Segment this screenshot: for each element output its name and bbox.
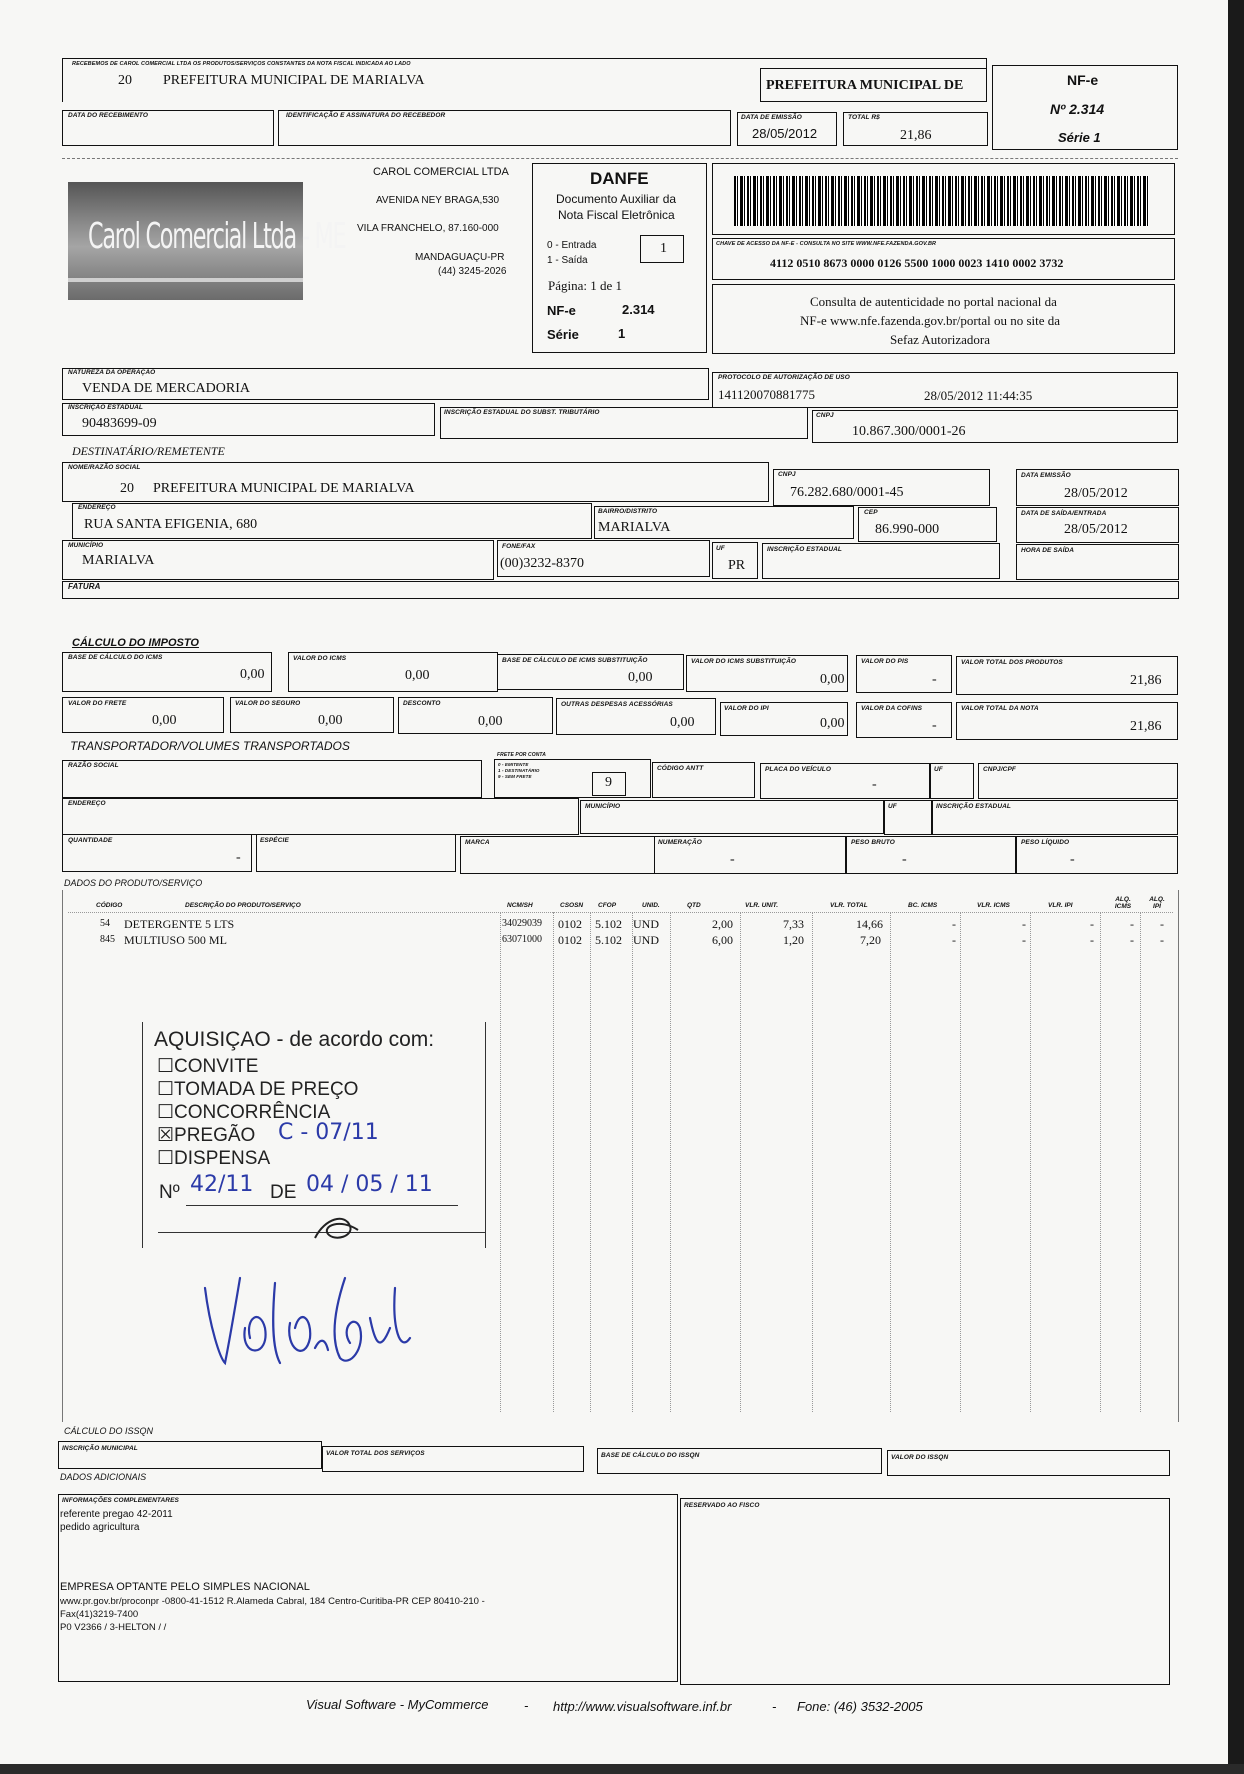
recipient-address: RUA SANTA EFIGENIA, 680 <box>84 517 258 532</box>
receipt-date-label: DATA DO RECEBIMENTO <box>68 112 149 119</box>
stamp-number-handwritten: 42/11 <box>190 1172 254 1197</box>
volume-qty-label: QUANTIDADE <box>68 837 113 844</box>
invoice-label: FATURA <box>68 582 101 591</box>
base-icms-label: BASE DE CÁLCULO DO ICMS <box>68 654 163 661</box>
row-ipi-value: - <box>1090 917 1094 931</box>
danfe-entry-option: 0 - Entrada <box>547 240 597 251</box>
products-total-label: VALOR TOTAL DOS PRODUTOS <box>961 659 1063 666</box>
recipient-name-label: NOME/RAZÃO SOCIAL <box>68 464 141 471</box>
ie-value: 90483699-09 <box>82 416 157 431</box>
col-header-description: DESCRIÇÃO DO PRODUTO/SERVIÇO <box>185 902 301 909</box>
carrier-uf-label: UF <box>934 766 943 773</box>
products-total-value: 21,86 <box>1130 673 1162 688</box>
recipient-district-label: BAIRRO/DISTRITO <box>598 508 658 515</box>
consult-line-1: Consulta de autenticidade no portal nacional da <box>810 294 1057 309</box>
danfe-nfe-number: 2.314 <box>622 302 655 317</box>
recipient-address-label: ENDEREÇO <box>78 504 116 511</box>
recipient-city-label: MUNICÍPIO <box>68 542 104 549</box>
volume-gross-value: - <box>902 852 907 867</box>
carrier-name-box <box>62 760 482 798</box>
reserved-label: RESERVADO AO FISCO <box>684 1502 760 1509</box>
stamp-option-tomada: ☐TOMADA DE PREÇO <box>157 1079 359 1100</box>
row-description: DETERGENTE 5 LTS <box>124 917 235 931</box>
recipient-phone-label: FONE/FAX <box>502 543 536 550</box>
carrier-address-label: ENDEREÇO <box>68 800 106 807</box>
recipient-emission-date: 28/05/2012 <box>1064 486 1128 501</box>
insurance-value: 0,00 <box>318 713 343 728</box>
discount-label: DESCONTO <box>403 700 441 707</box>
danfe-exit-option: 1 - Saída <box>547 255 588 266</box>
stamp-option-convite: ☐CONVITE <box>157 1056 259 1077</box>
volume-brand-label: MARCA <box>465 839 490 846</box>
row-csosn: 0102 <box>558 917 582 931</box>
danfe-subtitle-1: Documento Auxiliar da <box>556 192 677 206</box>
receipt-nfe-series: Série 1 <box>1058 130 1101 145</box>
stamp-date-prefix: DE <box>270 1182 297 1203</box>
col-header-unit-price: VLR. UNIT. <box>745 902 779 909</box>
additional-line-5: Fax(41)3219-7400 <box>60 1609 139 1620</box>
issuer-name: CAROL COMERCIAL LTDA <box>373 166 509 178</box>
row-ncm: 34029039 <box>502 918 542 929</box>
issqn-base-label: BASE DE CÁLCULO DO ISSQN <box>601 1452 700 1459</box>
col-header-csosn: CSOSN <box>560 902 584 909</box>
receipt-nfe-number: Nº 2.314 <box>1050 101 1105 117</box>
row-ipi-value: - <box>1090 933 1094 947</box>
issqn-section: CÁLCULO DO ISSQN <box>64 1426 154 1436</box>
issuer-district: VILA FRANCHELO, 87.160-000 <box>357 223 499 234</box>
stamp-option-pregao: ☒PREGÃO <box>157 1125 256 1146</box>
receipt-declaration: RECEBEMOS DE CAROL COMERCIAL LTDA OS PRODUTOS/SERVIÇOS CONSTANTES DA NOTA FISCAL INDICADA AO LADO <box>72 61 411 67</box>
freight-by-option-9: 9 - SEM FRETE <box>498 774 532 779</box>
access-key-label: CHAVE DE ACESSO DA NF-E - CONSULTA NO SITE WWW.NFE.FAZENDA.GOV.BR <box>716 241 937 247</box>
row-unit-price: 7,33 <box>783 917 804 931</box>
receipt-total-label: TOTAL R$ <box>848 114 880 121</box>
pis-value: - <box>932 672 937 687</box>
recipient-name: PREFEITURA MUNICIPAL DE MARIALVA <box>153 481 415 496</box>
freight-value: 0,00 <box>152 713 177 728</box>
stamp-option-dispensa: ☐DISPENSA <box>157 1148 271 1169</box>
recipient-uf: PR <box>728 558 746 573</box>
danfe-type-value: 1 <box>660 241 667 256</box>
row-icms-rate: - <box>1130 917 1134 931</box>
base-st-value: 0,00 <box>628 670 653 685</box>
row-cfop: 5.102 <box>595 933 622 947</box>
carrier-name-label: RAZÃO SOCIAL <box>68 762 119 769</box>
issuer-logo-text: Carol Comercial Ltda - ME <box>88 216 346 257</box>
recipient-uf-label: UF <box>716 545 725 552</box>
additional-line-1: referente pregao 42-2011 <box>60 1509 173 1520</box>
icms-value: 0,00 <box>405 668 430 683</box>
row-unit: UND <box>633 917 659 931</box>
row-total: 14,66 <box>856 917 883 931</box>
cut-line <box>62 158 1178 159</box>
col-header-icms-rate: ALQ. ICMS <box>1114 896 1132 910</box>
protocol-datetime: 28/05/2012 11:44:35 <box>924 388 1033 403</box>
receipt-nfe-label: NF-e <box>1067 72 1099 88</box>
additional-line-2: pedido agricultura <box>60 1522 140 1533</box>
row-qty: 2,00 <box>712 917 733 931</box>
row-code: 845 <box>100 934 115 945</box>
base-st-label: BASE DE CÁLCULO DE ICMS SUBSTITUIÇÃO <box>502 657 648 664</box>
row-ipi-rate: - <box>1160 917 1164 931</box>
pis-label: VALOR DO PIS <box>861 658 909 665</box>
other-expenses-value: 0,00 <box>670 715 695 730</box>
col-header-icms-value: VLR. ICMS <box>977 902 1010 909</box>
recipient-exit-date-label: DATA DE SAÍDA/ENTRADA <box>1021 510 1107 517</box>
col-header-ipi-rate: ALQ. IPI <box>1149 896 1165 910</box>
issuer-address: AVENIDA NEY BRAGA,530 <box>376 195 500 206</box>
issuer-logo <box>68 182 346 300</box>
stamp-number-prefix: Nº <box>159 1182 180 1203</box>
row-code: 54 <box>100 918 110 929</box>
protocol-number: 141120070881775 <box>718 387 816 402</box>
stamp-date-handwritten: 04 / 05 / 11 <box>306 1172 433 1197</box>
col-header-unit: UNID. <box>642 902 660 909</box>
consult-line-2: NF-e www.nfe.fazenda.gov.br/portal ou no site da <box>800 313 1061 328</box>
recipient-city: MARIALVA <box>82 553 155 568</box>
footer-site[interactable]: http://www.visualsoftware.inf.br <box>553 1699 732 1714</box>
icms-label: VALOR DO ICMS <box>293 655 347 662</box>
stamp-title: AQUISIÇAO - de acordo com: <box>154 1028 435 1051</box>
ie-st-label: INSCRIÇÃO ESTADUAL DO SUBST. TRIBUTÁRIO <box>444 409 600 416</box>
row-qty: 6,00 <box>712 933 733 947</box>
col-header-ipi-value: VLR. IPI <box>1048 902 1073 909</box>
cofins-label: VALOR DA COFINS <box>861 705 923 712</box>
row-bc-icms: - <box>952 933 956 947</box>
volume-net-label: PESO LÍQUIDO <box>1021 839 1070 846</box>
discount-value: 0,00 <box>478 714 503 729</box>
freight-by-option-1: 1 - DESTINATÁRIO <box>498 768 540 773</box>
col-header-bc-icms: BC. ICMS <box>908 902 938 909</box>
issuer-city: MANDAGUAÇU-PR <box>415 252 505 263</box>
col-header-code: CÓDIGO <box>96 902 123 909</box>
stamp-initials-signature <box>310 1208 370 1248</box>
antt-label: CÓDIGO ANTT <box>657 765 704 772</box>
recipient-section: DESTINATÁRIO/REMETENTE <box>72 444 225 458</box>
issuer-phone: (44) 3245-2026 <box>438 266 507 277</box>
protocol-label: PROTOCOLO DE AUTORIZAÇÃO DE USO <box>718 374 850 381</box>
carrier-ie-label: INSCRIÇÃO ESTADUAL <box>936 803 1011 810</box>
danfe-page: Página: 1 de 1 <box>548 278 623 293</box>
volume-numbering-value: - <box>730 852 735 867</box>
access-key-barcode <box>734 176 1149 226</box>
issqn-services-label: VALOR TOTAL DOS SERVIÇOS <box>326 1450 425 1457</box>
footer-separator-2: - <box>772 1699 777 1714</box>
carrier-city-label: MUNICÍPIO <box>585 803 621 810</box>
recipient-emission-label: DATA EMISSÃO <box>1021 472 1071 479</box>
issuer-cnpj-value: 10.867.300/0001-26 <box>852 424 966 439</box>
additional-line-4: www.pr.gov.br/proconpr -0800-41-1512 R.Alameda Cabral, 184 Centro-Curitiba-PR CEP 80410-210 - <box>60 1596 485 1607</box>
products-header-rule <box>68 912 1173 913</box>
row-description: MULTIUSO 500 ML <box>124 933 227 947</box>
volume-species-label: ESPÉCIE <box>260 837 289 844</box>
plate-label: PLACA DO VEÍCULO <box>765 766 831 773</box>
freight-label: VALOR DO FRETE <box>68 700 127 707</box>
other-expenses-label: OUTRAS DESPESAS ACESSÓRIAS <box>561 701 673 708</box>
row-bc-icms: - <box>952 917 956 931</box>
nature-label: NATUREZA DA OPERAÇÃO <box>68 369 156 376</box>
recipient-exit-date: 28/05/2012 <box>1064 522 1128 537</box>
volume-gross-label: PESO BRUTO <box>851 839 895 846</box>
danfe-nfe-label: NF-e <box>547 303 576 318</box>
additional-info-label: INFORMAÇÕES COMPLEMENTARES <box>62 1497 179 1504</box>
row-unit-price: 1,20 <box>783 933 804 947</box>
receipt-client-code: 20 <box>118 73 132 88</box>
consult-line-3: Sefaz Autorizadora <box>890 332 990 347</box>
col-header-qty: QTD <box>687 902 701 909</box>
row-icms-value: - <box>1022 933 1026 947</box>
freight-by-label: FRETE POR CONTA <box>497 752 546 758</box>
col-header-ncm: NCM/SH <box>507 902 533 909</box>
recipient-exit-time-label: HORA DE SAÍDA <box>1021 547 1075 554</box>
note-total-value: 21,86 <box>1130 719 1162 734</box>
additional-section: DADOS ADICIONAIS <box>60 1472 147 1482</box>
receipt-recipient-short: PREFEITURA MUNICIPAL DE <box>766 78 964 93</box>
plate-value: - <box>872 777 877 792</box>
recipient-ie-label: INSCRIÇÃO ESTADUAL <box>767 546 842 553</box>
note-total-label: VALOR TOTAL DA NOTA <box>961 705 1039 712</box>
row-ipi-rate: - <box>1160 933 1164 947</box>
icms-st-label: VALOR DO ICMS SUBSTITUIÇÃO <box>691 658 797 665</box>
products-section: DADOS DO PRODUTO/SERVIÇO <box>64 878 203 888</box>
scan-edge-bottom <box>0 1764 1244 1774</box>
volume-qty-value: - <box>236 850 241 865</box>
carrier-uf2-label: UF <box>888 803 897 810</box>
danfe-series-value: 1 <box>618 326 626 341</box>
freight-by-value: 9 <box>605 775 612 790</box>
danfe-subtitle-2: Nota Fiscal Eletrônica <box>558 208 675 222</box>
receipt-total-value: 21,86 <box>900 128 932 143</box>
receipt-emission-date: 28/05/2012 <box>752 126 818 141</box>
base-icms-value: 0,00 <box>240 667 265 682</box>
freight-by-option-0: 0 - EMITENTE <box>498 762 529 767</box>
recipient-district: MARIALVA <box>598 520 671 535</box>
additional-line-6: P0 V2366 / 3-HELTON / / <box>60 1622 167 1633</box>
issqn-value-label: VALOR DO ISSQN <box>891 1454 949 1461</box>
handwritten-signature <box>200 1268 450 1378</box>
ipi-label: VALOR DO IPI <box>724 705 769 712</box>
volume-net-value: - <box>1070 852 1075 867</box>
carrier-address-box <box>62 798 579 835</box>
row-ncm: 63071000 <box>502 934 542 945</box>
recipient-cep-label: CEP <box>864 509 878 516</box>
stamp-pregao-handwritten: C - 07/11 <box>278 1120 379 1145</box>
footer-phone: Fone: (46) 3532-2005 <box>797 1699 923 1714</box>
carrier-city-box <box>580 800 884 834</box>
invoice-box <box>62 581 1179 599</box>
receipt-client-name: PREFEITURA MUNICIPAL DE MARIALVA <box>163 73 425 88</box>
recipient-phone: (00)3232-8370 <box>500 556 584 571</box>
row-icms-value: - <box>1022 917 1026 931</box>
tax-section: CÁLCULO DO IMPOSTO <box>72 637 199 649</box>
col-header-total: VLR. TOTAL <box>830 902 868 909</box>
footer-software: Visual Software - MyCommerce <box>306 1697 489 1712</box>
danfe-series-label: Série <box>547 327 579 342</box>
receipt-signature-label: IDENTIFICAÇÃO E ASSINATURA DO RECEBEDOR <box>286 112 446 119</box>
nature-value: VENDA DE MERCADORIA <box>82 381 250 396</box>
issqn-im-label: INSCRIÇÃO MUNICIPAL <box>62 1445 138 1452</box>
additional-line-3: EMPRESA OPTANTE PELO SIMPLES NACIONAL <box>60 1581 310 1593</box>
stamp-option-concorrencia: ☐CONCORRÊNCIA <box>157 1102 331 1123</box>
col-header-cfop: CFOP <box>598 902 617 909</box>
reserved-box <box>680 1498 1170 1685</box>
row-unit: UND <box>633 933 659 947</box>
insurance-label: VALOR DO SEGURO <box>235 700 301 707</box>
receipt-emission-label: DATA DE EMISSÃO <box>741 114 802 121</box>
recipient-cnpj: 76.282.680/0001-45 <box>790 485 904 500</box>
volume-numbering-label: NUMERAÇÃO <box>658 839 702 846</box>
recipient-code: 20 <box>120 481 134 496</box>
icms-st-value: 0,00 <box>820 672 845 687</box>
danfe-title: DANFE <box>590 169 649 188</box>
issuer-cnpj-label: CNPJ <box>816 412 834 419</box>
row-csosn: 0102 <box>558 933 582 947</box>
scan-edge-right <box>1228 0 1244 1774</box>
recipient-cnpj-label: CNPJ <box>778 471 796 478</box>
row-cfop: 5.102 <box>595 917 622 931</box>
carrier-cnpj-label: CNPJ/CPF <box>983 766 1016 773</box>
access-key-value: 4112 0510 8673 0000 0126 5500 1000 0023 1410 0002 3732 <box>770 256 1064 270</box>
transport-section: TRANSPORTADOR/VOLUMES TRANSPORTADOS <box>70 739 350 753</box>
recipient-cep: 86.990-000 <box>875 522 940 537</box>
ie-label: INSCRIÇÃO ESTADUAL <box>68 404 143 411</box>
row-total: 7,20 <box>860 933 881 947</box>
row-icms-rate: - <box>1130 933 1134 947</box>
cofins-value: - <box>932 718 937 733</box>
ipi-value: 0,00 <box>820 716 845 731</box>
footer-separator-1: - <box>524 1698 529 1713</box>
